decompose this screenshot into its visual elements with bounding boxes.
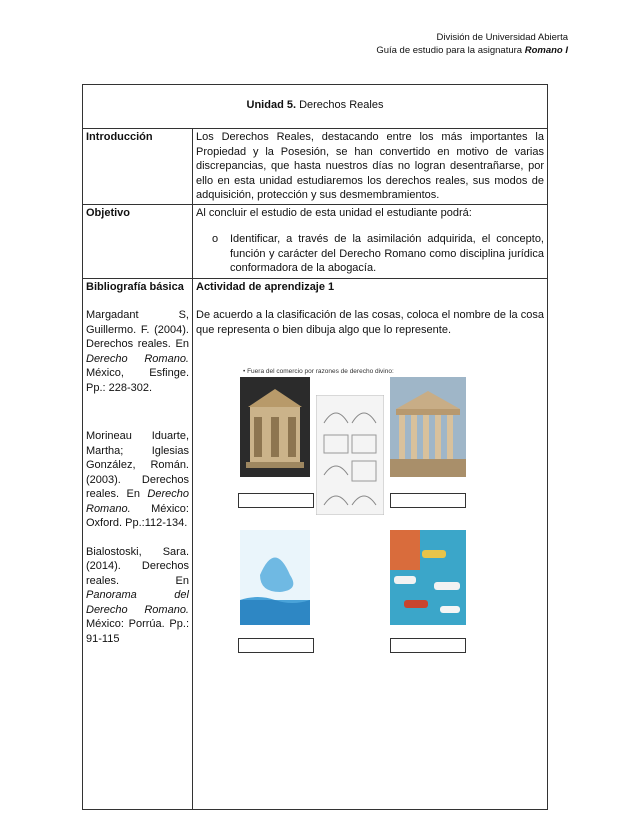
row-introduction — [83, 129, 548, 205]
unit-title-box — [82, 84, 548, 129]
figure-caption: • Fuera del comercio por razones de derecho divino: — [243, 368, 394, 375]
row-activity — [83, 278, 548, 810]
bibliography-label: Bibliografía básica — [86, 280, 184, 293]
answer-box-1[interactable] — [238, 493, 314, 508]
intro-text: Los Derechos Reales, destacando entre los más importantes la Propiedad y la Posesión, se han convertido en motivo de varias discrepancias, que hasta nuestros días no logran desentrañarse, por ello en esta unidad estudiaremos los derechos reales, sus modos de adquisición, protección y sus desmembramientos. — [193, 129, 548, 205]
row-objective — [83, 204, 548, 278]
reliquary-image — [240, 377, 310, 477]
objective-cell — [193, 204, 548, 278]
bib-ref-3: Bialostoski, Sara. (2014). Derechos reales. En Panorama del Derecho Romano. México: Porrúa. Pp.: 91-115 — [86, 545, 189, 645]
activity-cell — [193, 278, 548, 810]
activity-title: Actividad de aprendizaje 1 — [196, 280, 335, 293]
header-course: Romano I — [524, 45, 568, 56]
activity-figure — [236, 365, 476, 655]
study-guide-table — [82, 128, 548, 810]
answer-box-3[interactable] — [238, 638, 314, 653]
bibliography-cell — [83, 278, 193, 810]
bib-ref-2: Morineau Iduarte, Martha; Iglesias González, Román. (2003). Derechos reales. En Derecho Romano. México: Oxford. Pp.:112-134. — [86, 430, 189, 529]
page-header — [376, 31, 568, 57]
answer-box-2[interactable] — [390, 493, 466, 508]
objective-list — [196, 232, 544, 276]
objective-item: o Identificar, a través de la asimilación adquirida, el concepto, función y carácter del Derecho Romano como disciplina jurídica conformadora de la abogacía. — [212, 233, 544, 274]
header-institution: División de Universidad Abierta — [436, 32, 568, 43]
objective-text: Al concluir el estudio de esta unidad el estudiante podrá: — [196, 206, 472, 219]
bib-ref-1: Margadant S, Guillermo. F. (2004). Derechos reales. En Derecho Romano. México, Esfinge. Pp.: 228-302. — [86, 309, 189, 394]
answer-box-4[interactable] — [390, 638, 466, 653]
architectural-sketch-image — [316, 395, 384, 515]
harbor-boats-image — [390, 530, 466, 625]
intro-label: Introducción — [83, 129, 193, 205]
activity-instructions: De acuerdo a la clasificación de las cosas, coloca el nombre de la cosa que representa o bien dibuja algo que lo represente. — [196, 309, 544, 336]
unit-label: Unidad 5. — [246, 99, 297, 111]
bibliography-list — [86, 308, 189, 646]
water-splash-image — [240, 530, 310, 625]
header-guide: Guía de estudio para la asignatura Romano I — [376, 45, 568, 56]
objective-label: Objetivo — [83, 204, 193, 278]
unit-title: Derechos Reales — [296, 99, 384, 111]
roman-temple-image — [390, 377, 466, 477]
bullet-icon: o — [212, 233, 219, 245]
